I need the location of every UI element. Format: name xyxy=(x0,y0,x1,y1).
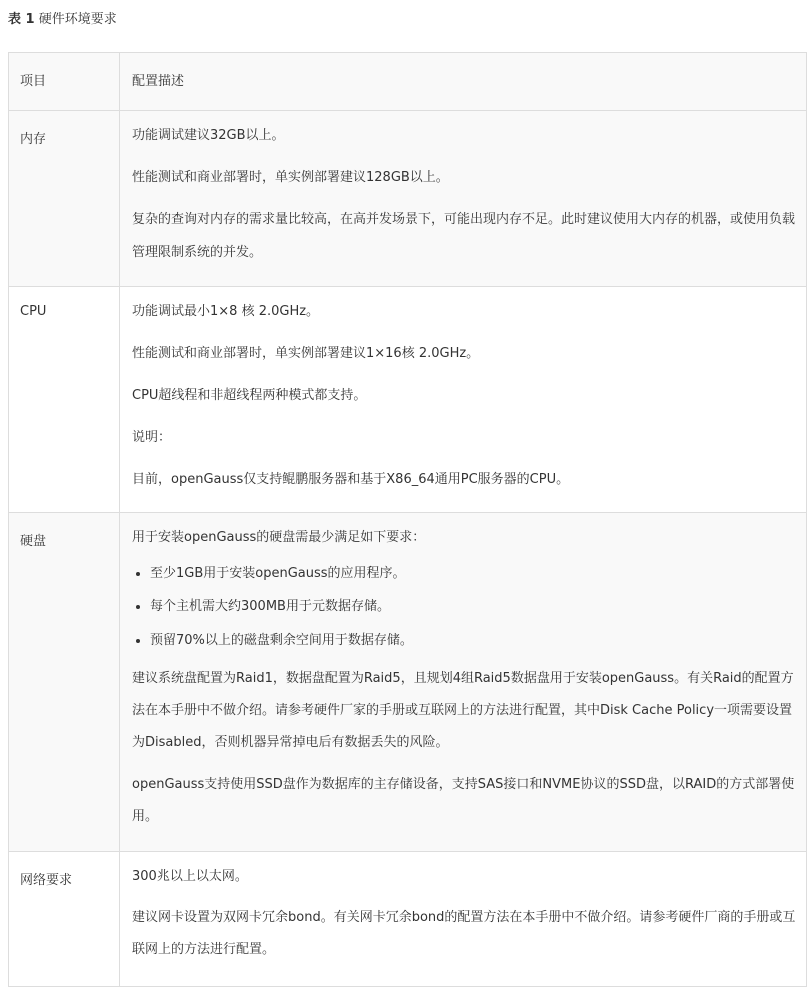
memory-paragraph-2: 性能测试和商业部署时，单实例部署建议128GB以上。 xyxy=(132,170,449,185)
row-item-memory: 内存 xyxy=(20,132,47,147)
network-paragraph-2: 建议网卡设置为双网卡冗余bond。有关网卡冗余bond的配置方法在本手册中不做介绍。请参考硬件厂商的手册或互联网上的方法进行配置。 xyxy=(132,910,796,957)
table-row-disk xyxy=(9,513,807,852)
memory-paragraph-3: 复杂的查询对内存的需求量比较高，在高并发场景下，可能出现内存不足。此时建议使用大内存的机器，或使用负载管理限制系统的并发。 xyxy=(132,212,796,260)
disk-paragraph-2: openGauss支持使用SSD盘作为数据库的主存储设备，支持SAS接口和NVME协议的SSD盘，以RAID的方式部署使用。 xyxy=(132,777,795,824)
disk-requirements-list xyxy=(132,566,798,649)
row-description-cell xyxy=(120,111,807,287)
row-item-disk: 硬盘 xyxy=(20,534,47,549)
row-item-network: 网络要求 xyxy=(20,873,73,888)
network-paragraph-1: 300兆以上以太网。 xyxy=(132,869,248,884)
cpu-paragraph-1: 功能调试最小1×8 核 2.0GHz。 xyxy=(132,304,320,319)
table-number: 表 1 xyxy=(8,12,35,27)
memory-paragraph-1: 功能调试建议32GB以上。 xyxy=(132,128,285,143)
cpu-note-text: 目前，openGauss仅支持鲲鹏服务器和基于X86_64通用PC服务器的CPU。 xyxy=(132,472,570,487)
row-item-cpu: CPU xyxy=(20,304,47,319)
row-item-cell xyxy=(9,852,120,987)
cpu-note-label: 说明： xyxy=(132,430,172,445)
table-header-row xyxy=(9,53,807,111)
row-description-cell xyxy=(120,852,807,987)
table-title: 硬件环境要求 xyxy=(38,12,117,27)
table-row-network xyxy=(9,852,807,987)
cpu-paragraph-2: 性能测试和商业部署时，单实例部署建议1×16核 2.0GHz。 xyxy=(132,346,480,361)
cpu-paragraph-3: CPU超线程和非超线程两种模式都支持。 xyxy=(132,388,367,403)
list-item: • 预留70%以上的磁盘剩余空间用于数据存储。 xyxy=(150,633,798,649)
header-cell-description xyxy=(120,53,807,111)
disk-intro: 用于安装openGauss的硬盘需最少满足如下要求： xyxy=(132,530,426,545)
list-item: • 每个主机需大约300MB用于元数据存储。 xyxy=(150,599,798,615)
header-description-label: 配置描述 xyxy=(132,74,185,89)
disk-paragraph-1: 建议系统盘配置为Raid1，数据盘配置为Raid5，且规划4组Raid5数据盘用于安装openGauss。有关Raid的配置方法在本手册中不做介绍。请参考硬件厂家的手册或互联网上的方法进行配置，其中Disk Cache Policy一项需要设置为Disabled，否则机器异常掉电后有数据丢失的风险。 xyxy=(132,671,794,750)
list-item: • 至少1GB用于安装openGauss的应用程序。 xyxy=(150,566,798,582)
row-item-cell xyxy=(9,513,120,852)
header-cell-item xyxy=(9,53,120,111)
row-item-cell xyxy=(9,287,120,513)
table-caption xyxy=(8,8,117,27)
table-row-memory xyxy=(9,111,807,287)
row-description-cell xyxy=(120,287,807,513)
table-row-cpu xyxy=(9,287,807,513)
row-item-cell xyxy=(9,111,120,287)
hardware-requirements-table xyxy=(8,52,807,987)
header-item-label: 项目 xyxy=(20,74,47,89)
row-description-cell xyxy=(120,513,807,852)
